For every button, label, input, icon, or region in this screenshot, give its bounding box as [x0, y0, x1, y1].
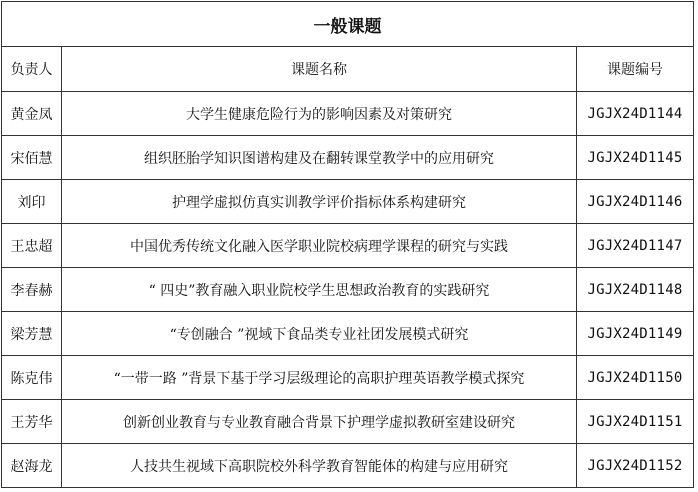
- cell-person: 王忠超: [2, 224, 62, 268]
- cell-person: 宋佰慧: [2, 136, 62, 180]
- cell-code: JGJX24D1149: [577, 312, 694, 356]
- cell-topic: 大学生健康危险行为的影响因素及对策研究: [62, 92, 577, 136]
- cell-topic: 创新创业教育与专业教育融合背景下护理学虚拟教研室建设研究: [62, 400, 577, 444]
- cell-person: 梁芳慧: [2, 312, 62, 356]
- cell-person: 陈克伟: [2, 356, 62, 400]
- cell-topic: “专创融合 ”视域下食品类专业社团发展模式研究: [62, 312, 577, 356]
- general-projects-table: [1, 1, 694, 488]
- cell-code: JGJX24D1146: [577, 180, 694, 224]
- cell-topic: 人技共生视域下高职院校外科学教育智能体的构建与应用研究: [62, 444, 577, 488]
- cell-code: JGJX24D1150: [577, 356, 694, 400]
- cell-person: 赵海龙: [2, 444, 62, 488]
- table-row: [2, 224, 694, 268]
- header-person: 负责人: [2, 47, 62, 92]
- table-title: 一般课题: [2, 2, 694, 47]
- table-row: [2, 92, 694, 136]
- table-row: [2, 180, 694, 224]
- cell-person: 黄金凤: [2, 92, 62, 136]
- table-row: [2, 136, 694, 180]
- table-title-row: [2, 2, 694, 47]
- cell-code: JGJX24D1145: [577, 136, 694, 180]
- cell-person: 王芳华: [2, 400, 62, 444]
- cell-code: JGJX24D1151: [577, 400, 694, 444]
- cell-topic: 护理学虚拟仿真实训教学评价指标体系构建研究: [62, 180, 577, 224]
- table-row: [2, 312, 694, 356]
- cell-code: JGJX24D1152: [577, 444, 694, 488]
- cell-code: JGJX24D1144: [577, 92, 694, 136]
- cell-person: 李春赫: [2, 268, 62, 312]
- cell-topic: “ 四史”教育融入职业院校学生思想政治教育的实践研究: [62, 268, 577, 312]
- cell-person: 刘印: [2, 180, 62, 224]
- cell-topic: 中国优秀传统文化融入医学职业院校病理学课程的研究与实践: [62, 224, 577, 268]
- table-header-row: [2, 47, 694, 92]
- cell-topic: 组织胚胎学知识图谱构建及在翻转课堂教学中的应用研究: [62, 136, 577, 180]
- table-row: [2, 268, 694, 312]
- table-row: [2, 400, 694, 444]
- header-code: 课题编号: [577, 47, 694, 92]
- cell-code: JGJX24D1148: [577, 268, 694, 312]
- header-topic: 课题名称: [62, 47, 577, 92]
- table-row: [2, 444, 694, 488]
- cell-topic: “一带一路 ”背景下基于学习层级理论的高职护理英语教学模式探究: [62, 356, 577, 400]
- table-row: [2, 356, 694, 400]
- cell-code: JGJX24D1147: [577, 224, 694, 268]
- project-table-container: [1, 1, 693, 488]
